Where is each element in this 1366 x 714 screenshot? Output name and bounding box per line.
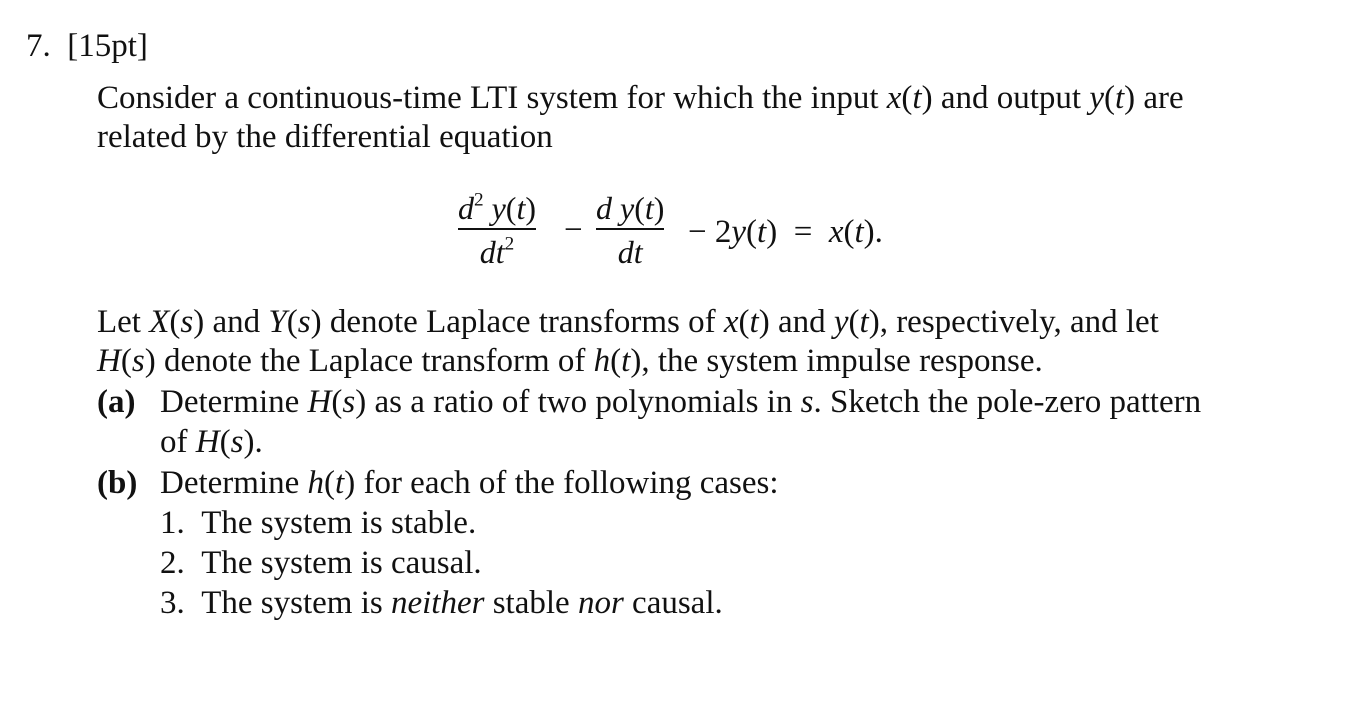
laplace-line-1: Let X(s) and Y(s) denote Laplace transforms of x(t) and y(t), respectively, and let [97,304,1159,340]
part-b-line: Determine h(t) for each of the following cases: [160,465,779,501]
fraction-numerator: $d^2$ y(t) [458,189,536,226]
laplace-line-2: H(s) denote the Laplace transform of h(t), the system impulse response. [97,343,1043,379]
problem-header [26,26,148,66]
fraction-bar [596,228,664,230]
part-b-label: (b) [97,465,138,501]
var-t: t [1114,80,1125,116]
part-a-label: (a) [97,384,136,420]
intro-text: are [1135,80,1184,116]
intro-text: and output [932,80,1090,116]
fraction-bar [458,228,536,230]
fraction-denominator: $dt^2$ [479,233,515,270]
fraction-first-derivative [596,190,664,270]
part-a-line-1: Determine H(s) as a ratio of two polynomials in s. Sketch the pole-zero pattern [160,384,1202,420]
case-item-2: 2. The system is causal. [160,545,482,581]
minus-sign: − [564,212,583,248]
equation-rest: − 2y(t) = x(t). [688,214,883,250]
fraction-second-derivative [458,190,536,270]
var-x: x [886,80,902,116]
case-item-1: 1. The system is stable. [160,505,477,541]
fraction-numerator: d y(t) [596,190,665,226]
case-item-3: 3. The system is neither stable nor causal. [160,585,723,621]
intro-line-2: related by the differential equation [97,119,553,155]
intro-line-1: Consider a continuous-time LTI system for which the input x(t) and output y(t) are [97,80,1184,116]
var-y: y [1089,80,1104,116]
intro-text: Consider a continuous-time LTI system for which the input [97,80,887,116]
fraction-denominator: dt [617,233,643,270]
problem-number: 7. [26,28,51,64]
part-a-line-2: of H(s). [160,424,263,460]
problem-points: [15pt] [67,28,148,64]
var-t: t [912,80,922,116]
